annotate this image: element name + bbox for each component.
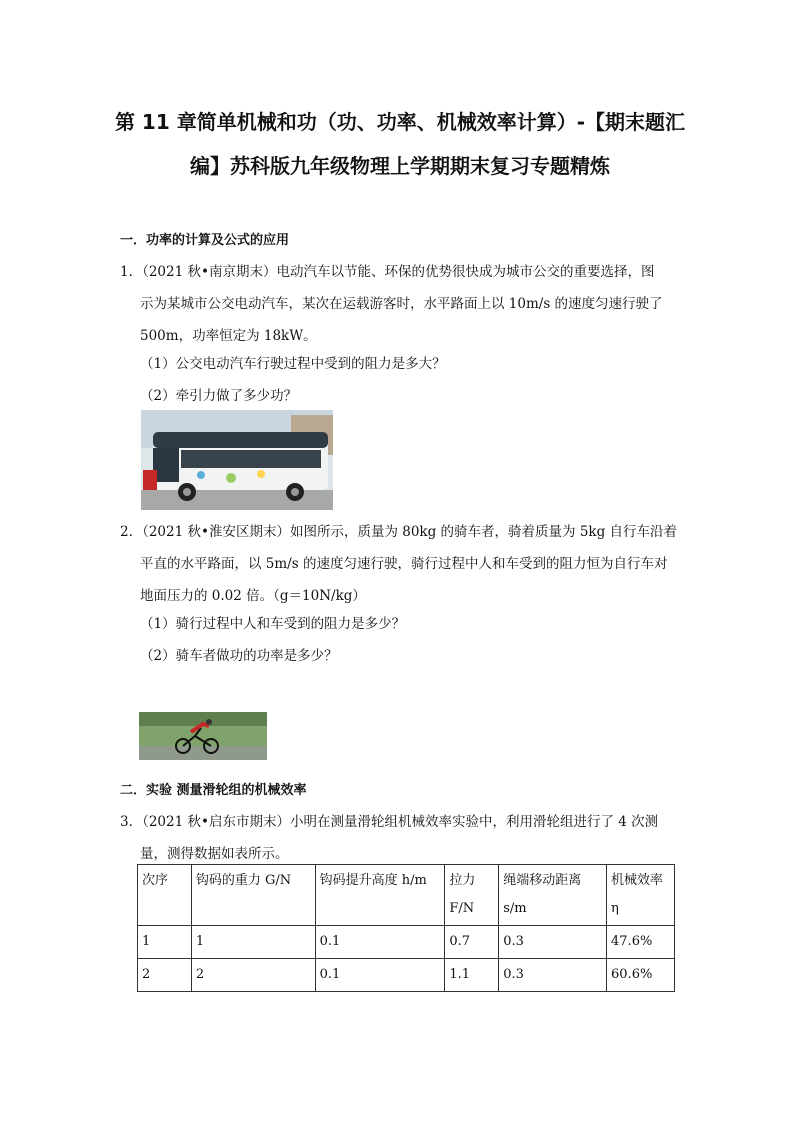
electric-bus-image (141, 410, 333, 510)
table-cell: 47.6% (607, 926, 675, 959)
table-header-cell: 钩码的重力 G/N (191, 865, 315, 926)
table-cell: 0.3 (499, 959, 607, 992)
q3-line-1: 3．（2021 秋•启东市期末）小明在测量滑轮组机械效率实验中，利用滑轮组进行了 4 次测 (120, 814, 659, 830)
table-header-cell: 绳端移动距离 s/m (499, 865, 607, 926)
table-header-row (138, 865, 675, 926)
document-title (100, 100, 700, 188)
table-cell: 1 (138, 926, 192, 959)
title-line-2: 编】苏科版九年级物理上学期期末复习专题精炼 (190, 154, 610, 178)
table-cell: 0.1 (315, 926, 445, 959)
question-1 (120, 256, 680, 352)
table-header-cell: 机械效率 η (607, 865, 675, 926)
q1-line-1: 1．（2021 秋•南京期末）电动汽车以节能、环保的优势很快成为城市公交的重要选择，图 (120, 264, 655, 280)
table-row (138, 926, 675, 959)
q2-line-1: 2．（2021 秋•淮安区期末）如图所示，质量为 80kg 的骑车者，骑着质量为 5kg 自行车沿着 (120, 524, 678, 540)
question-2 (120, 516, 680, 612)
table-cell: 0.3 (499, 926, 607, 959)
table-header-cell: 拉力 F/N (445, 865, 499, 926)
q1-line-3: 500m，功率恒定为 18kW。 (140, 328, 317, 344)
q1-sub-2: （2）牵引力做了多少功？ (140, 388, 298, 404)
question-3 (120, 806, 680, 870)
table-cell: 2 (191, 959, 315, 992)
section-heading-1: 一．功率的计算及公式的应用 (120, 233, 290, 248)
table-cell: 1 (191, 926, 315, 959)
q2-line-3: 地面压力的 0.02 倍。（g＝10N/kg） (140, 588, 366, 604)
q1-sub-1: （1）公交电动汽车行驶过程中受到的阻力是多大？ (140, 356, 446, 372)
table-cell: 1.1 (445, 959, 499, 992)
title-line-1: 第 11 章简单机械和功（功、功率、机械效率计算）-【期末题汇 (114, 110, 686, 134)
table-row (138, 959, 675, 992)
q3-line-2: 量，测得数据如表所示。 (140, 846, 289, 862)
table-header-cell: 钩码提升高度 h/m (315, 865, 445, 926)
cyclist-image (139, 712, 267, 760)
q2-line-2: 平直的水平路面，以 5m/s 的速度匀速行驶，骑行过程中人和车受到的阻力恒为自行车对 (140, 556, 668, 572)
table-cell: 0.1 (315, 959, 445, 992)
q2-sub-1: （1）骑行过程中人和车受到的阻力是多少？ (140, 616, 406, 632)
data-table (137, 864, 675, 992)
q1-line-2: 示为某城市公交电动汽车，某次在运载游客时，水平路面上以 10m/s 的速度匀速行驶了 (140, 296, 663, 312)
q2-sub-2: （2）骑车者做功的功率是多少？ (140, 648, 338, 664)
table-cell: 60.6% (607, 959, 675, 992)
table-header-cell: 次序 (138, 865, 192, 926)
table-cell: 0.7 (445, 926, 499, 959)
section-heading-2: 二．实验 测量滑轮组的机械效率 (120, 783, 307, 798)
table-cell: 2 (138, 959, 192, 992)
